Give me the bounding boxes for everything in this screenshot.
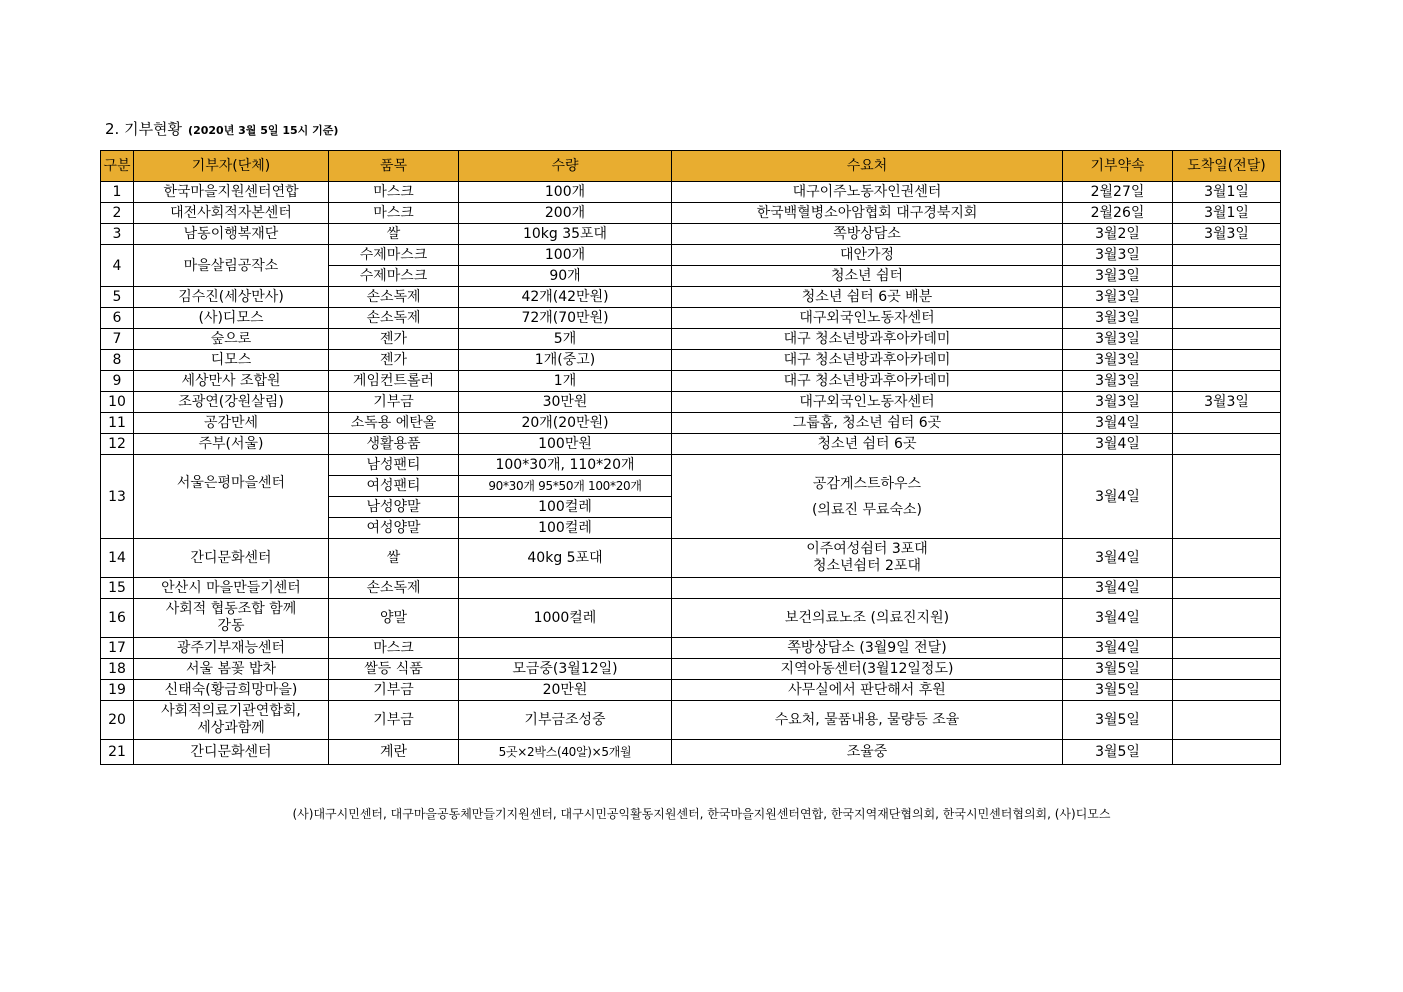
cell-no: 19 [101, 680, 134, 701]
cell-recipient: 보건의료노조 (의료진지원) [672, 599, 1063, 638]
cell-recipient: 사무실에서 판단해서 후원 [672, 680, 1063, 701]
cell-promise: 3월4일 [1063, 413, 1173, 434]
cell-no: 13 [101, 455, 134, 539]
table-row [101, 203, 1281, 224]
cell-no: 10 [101, 392, 134, 413]
cell-recipient [672, 455, 1063, 539]
cell-donor: 세상만사 조합원 [134, 371, 329, 392]
cell-promise: 3월2일 [1063, 224, 1173, 245]
col-header-qty: 수량 [459, 151, 672, 182]
cell-no: 7 [101, 329, 134, 350]
table-row [101, 413, 1281, 434]
cell-promise: 3월3일 [1063, 245, 1173, 266]
table-row [101, 455, 1281, 476]
cell-item: 손소독제 [329, 578, 459, 599]
cell-arrival [1173, 434, 1281, 455]
cell-recipient: 쪽방상담소 [672, 224, 1063, 245]
cell-recipient: 대구 청소년방과후아카데미 [672, 371, 1063, 392]
cell-no: 3 [101, 224, 134, 245]
cell-no: 4 [101, 245, 134, 287]
cell-qty: 10kg 35포대 [459, 224, 672, 245]
cell-donor-line: 세상과함께 [197, 720, 265, 736]
cell-item: 남성팬티 [329, 455, 459, 476]
cell-donor [134, 701, 329, 740]
cell-no: 8 [101, 350, 134, 371]
cell-qty: 1000컬레 [459, 599, 672, 638]
cell-donor: 조광연(강원살림) [134, 392, 329, 413]
table-row [101, 245, 1281, 266]
cell-donor: 김수진(세상만사) [134, 287, 329, 308]
col-header-donor: 기부자(단체) [134, 151, 329, 182]
cell-item: 마스크 [329, 203, 459, 224]
cell-recipient [672, 578, 1063, 599]
cell-item: 생활용품 [329, 434, 459, 455]
cell-donor: 서울은평마을센터 [134, 455, 329, 539]
cell-promise: 3월3일 [1063, 287, 1173, 308]
section-title: 2. 기부현황 [105, 120, 183, 138]
cell-recipient: 한국백혈병소아암협회 대구경북지회 [672, 203, 1063, 224]
cell-promise: 3월4일 [1063, 455, 1173, 539]
supporting-organizations-note: (사)대구시민센터, 대구마을공동체만들기지원센터, 대구시민공익활동지원센터, 한국마을지원센터연합, 한국지역재단협의회, 한국시민센터협의회, (사)디모스 [292, 807, 1111, 821]
cell-qty: 100*30개, 110*20개 [459, 455, 672, 476]
table-row [101, 224, 1281, 245]
cell-qty: 100개 [459, 245, 672, 266]
cell-arrival [1173, 701, 1281, 740]
cell-item: 여성양말 [329, 518, 459, 539]
cell-no: 17 [101, 638, 134, 659]
cell-qty: 기부금조성중 [459, 701, 672, 740]
cell-qty: 100컬레 [459, 518, 672, 539]
cell-recipient [672, 539, 1063, 578]
cell-item: 쌀 [329, 539, 459, 578]
table-row [101, 308, 1281, 329]
cell-arrival: 3월3일 [1173, 392, 1281, 413]
table-row [101, 371, 1281, 392]
cell-no: 2 [101, 203, 134, 224]
cell-arrival [1173, 308, 1281, 329]
cell-arrival [1173, 329, 1281, 350]
cell-item: 손소독제 [329, 287, 459, 308]
table-row [101, 599, 1281, 638]
cell-qty: 30만원 [459, 392, 672, 413]
cell-recipient: 대구외국인노동자센터 [672, 392, 1063, 413]
cell-no: 11 [101, 413, 134, 434]
cell-no: 6 [101, 308, 134, 329]
cell-no: 21 [101, 740, 134, 765]
cell-promise: 2월27일 [1063, 182, 1173, 203]
cell-donor-line: 사회적 협동조합 함께 [165, 601, 297, 617]
table-row [101, 701, 1281, 740]
cell-recipient-line: 청소년쉼터 2포대 [812, 558, 922, 574]
table-row [101, 740, 1281, 765]
table-row [101, 638, 1281, 659]
cell-qty: 42개(42만원) [459, 287, 672, 308]
cell-donor: 서울 봄꽃 밥차 [134, 659, 329, 680]
col-header-arrival: 도착일(전달) [1173, 151, 1281, 182]
cell-qty: 100컬레 [459, 497, 672, 518]
table-row [101, 287, 1281, 308]
cell-promise: 3월4일 [1063, 539, 1173, 578]
col-header-no: 구분 [101, 151, 134, 182]
section-subtitle: (2020년 3월 5일 15시 기준) [188, 124, 339, 137]
table-row [101, 578, 1281, 599]
cell-arrival [1173, 599, 1281, 638]
cell-promise: 3월3일 [1063, 371, 1173, 392]
cell-item: 손소독제 [329, 308, 459, 329]
cell-item: 기부금 [329, 392, 459, 413]
cell-arrival [1173, 350, 1281, 371]
cell-arrival [1173, 578, 1281, 599]
cell-recipient: 대안가정 [672, 245, 1063, 266]
cell-donor: (사)디모스 [134, 308, 329, 329]
section-heading [105, 118, 338, 139]
cell-recipient-line: 이주여성쉼터 3포대 [806, 541, 928, 557]
cell-item: 여성팬티 [329, 476, 459, 497]
cell-no: 16 [101, 599, 134, 638]
cell-donor: 주부(서울) [134, 434, 329, 455]
cell-qty: 72개(70만원) [459, 308, 672, 329]
cell-item: 남성양말 [329, 497, 459, 518]
cell-recipient: 대구 청소년방과후아카데미 [672, 350, 1063, 371]
cell-donor: 공감만세 [134, 413, 329, 434]
cell-promise: 3월3일 [1063, 350, 1173, 371]
cell-donor: 디모스 [134, 350, 329, 371]
cell-qty: 1개 [459, 371, 672, 392]
cell-item: 양말 [329, 599, 459, 638]
cell-arrival: 3월3일 [1173, 224, 1281, 245]
cell-arrival [1173, 413, 1281, 434]
cell-recipient: 대구외국인노동자센터 [672, 308, 1063, 329]
cell-arrival [1173, 638, 1281, 659]
cell-qty [459, 638, 672, 659]
cell-item: 젠가 [329, 350, 459, 371]
cell-qty: 90개 [459, 266, 672, 287]
cell-item: 수제마스크 [329, 245, 459, 266]
cell-donor-line: 강동 [217, 618, 245, 634]
table-row [101, 392, 1281, 413]
cell-qty [459, 578, 672, 599]
cell-qty: 1개(중고) [459, 350, 672, 371]
cell-item: 기부금 [329, 680, 459, 701]
cell-arrival [1173, 539, 1281, 578]
cell-donor: 안산시 마을만들기센터 [134, 578, 329, 599]
table-row [101, 182, 1281, 203]
cell-qty: 5곳×2박스(40알)×5개월 [459, 740, 672, 765]
col-header-promise: 기부약속 [1063, 151, 1173, 182]
table-row [101, 329, 1281, 350]
table-row [101, 680, 1281, 701]
cell-arrival [1173, 266, 1281, 287]
cell-arrival [1173, 455, 1281, 539]
cell-recipient: 쪽방상담소 (3월9일 전달) [672, 638, 1063, 659]
cell-qty: 20만원 [459, 680, 672, 701]
cell-no: 18 [101, 659, 134, 680]
cell-item: 쌀등 식품 [329, 659, 459, 680]
cell-qty: 모금중(3월12일) [459, 659, 672, 680]
cell-donor: 신태숙(황금희망마을) [134, 680, 329, 701]
cell-promise: 3월3일 [1063, 329, 1173, 350]
cell-qty: 5개 [459, 329, 672, 350]
col-header-item: 품목 [329, 151, 459, 182]
cell-recipient-line: (의료진 무료숙소) [811, 501, 923, 518]
cell-arrival [1173, 740, 1281, 765]
cell-donor-line: 사회적의료기관연합회, [161, 703, 301, 719]
cell-recipient: 그룹홈, 청소년 쉼터 6곳 [672, 413, 1063, 434]
cell-recipient: 청소년 쉼터 [672, 266, 1063, 287]
cell-no: 5 [101, 287, 134, 308]
col-header-recipient: 수요처 [672, 151, 1063, 182]
cell-donor: 마을살림공작소 [134, 245, 329, 287]
cell-recipient: 청소년 쉼터 6곳 배분 [672, 287, 1063, 308]
cell-item: 수제마스크 [329, 266, 459, 287]
cell-recipient-line: 공감게스트하우스 [812, 475, 922, 492]
cell-qty: 100개 [459, 182, 672, 203]
table-row [101, 659, 1281, 680]
cell-arrival [1173, 287, 1281, 308]
cell-donor: 광주기부재능센터 [134, 638, 329, 659]
cell-no: 1 [101, 182, 134, 203]
table-row [101, 434, 1281, 455]
cell-promise: 3월4일 [1063, 578, 1173, 599]
cell-donor [134, 599, 329, 638]
cell-qty: 20개(20만원) [459, 413, 672, 434]
cell-item: 게임컨트롤러 [329, 371, 459, 392]
cell-promise: 3월5일 [1063, 701, 1173, 740]
cell-donor: 숲으로 [134, 329, 329, 350]
cell-arrival [1173, 680, 1281, 701]
cell-item: 마스크 [329, 182, 459, 203]
cell-arrival [1173, 371, 1281, 392]
cell-arrival [1173, 659, 1281, 680]
cell-promise: 3월3일 [1063, 266, 1173, 287]
cell-recipient: 대구 청소년방과후아카데미 [672, 329, 1063, 350]
cell-arrival: 3월1일 [1173, 182, 1281, 203]
cell-no: 20 [101, 701, 134, 740]
cell-donor: 남동이행복재단 [134, 224, 329, 245]
cell-donor: 간디문화센터 [134, 539, 329, 578]
cell-promise: 2월26일 [1063, 203, 1173, 224]
cell-promise: 3월5일 [1063, 740, 1173, 765]
cell-item: 계란 [329, 740, 459, 765]
cell-recipient: 조율중 [672, 740, 1063, 765]
cell-item: 젠가 [329, 329, 459, 350]
cell-recipient: 대구이주노동자인권센터 [672, 182, 1063, 203]
cell-donor: 대전사회적자본센터 [134, 203, 329, 224]
cell-donor: 한국마을지원센터연합 [134, 182, 329, 203]
cell-qty: 100만원 [459, 434, 672, 455]
cell-recipient: 지역아동센터(3월12일정도) [672, 659, 1063, 680]
cell-item: 기부금 [329, 701, 459, 740]
cell-promise: 3월4일 [1063, 638, 1173, 659]
table-header-row [101, 151, 1281, 182]
cell-qty: 40kg 5포대 [459, 539, 672, 578]
cell-promise: 3월5일 [1063, 659, 1173, 680]
table-row [101, 539, 1281, 578]
cell-no: 12 [101, 434, 134, 455]
cell-qty: 200개 [459, 203, 672, 224]
donation-table [100, 150, 1281, 765]
cell-recipient: 수요처, 물품내용, 물량등 조율 [672, 701, 1063, 740]
cell-arrival: 3월1일 [1173, 203, 1281, 224]
cell-qty: 90*30개 95*50개 100*20개 [459, 476, 672, 497]
cell-promise: 3월3일 [1063, 308, 1173, 329]
table-row [101, 350, 1281, 371]
cell-promise: 3월5일 [1063, 680, 1173, 701]
cell-no: 9 [101, 371, 134, 392]
cell-item: 쌀 [329, 224, 459, 245]
cell-arrival [1173, 245, 1281, 266]
cell-no: 14 [101, 539, 134, 578]
cell-promise: 3월3일 [1063, 392, 1173, 413]
cell-donor: 간디문화센터 [134, 740, 329, 765]
cell-no: 15 [101, 578, 134, 599]
cell-item: 마스크 [329, 638, 459, 659]
cell-promise: 3월4일 [1063, 434, 1173, 455]
cell-item: 소독용 에탄올 [329, 413, 459, 434]
cell-promise: 3월4일 [1063, 599, 1173, 638]
cell-recipient: 청소년 쉼터 6곳 [672, 434, 1063, 455]
